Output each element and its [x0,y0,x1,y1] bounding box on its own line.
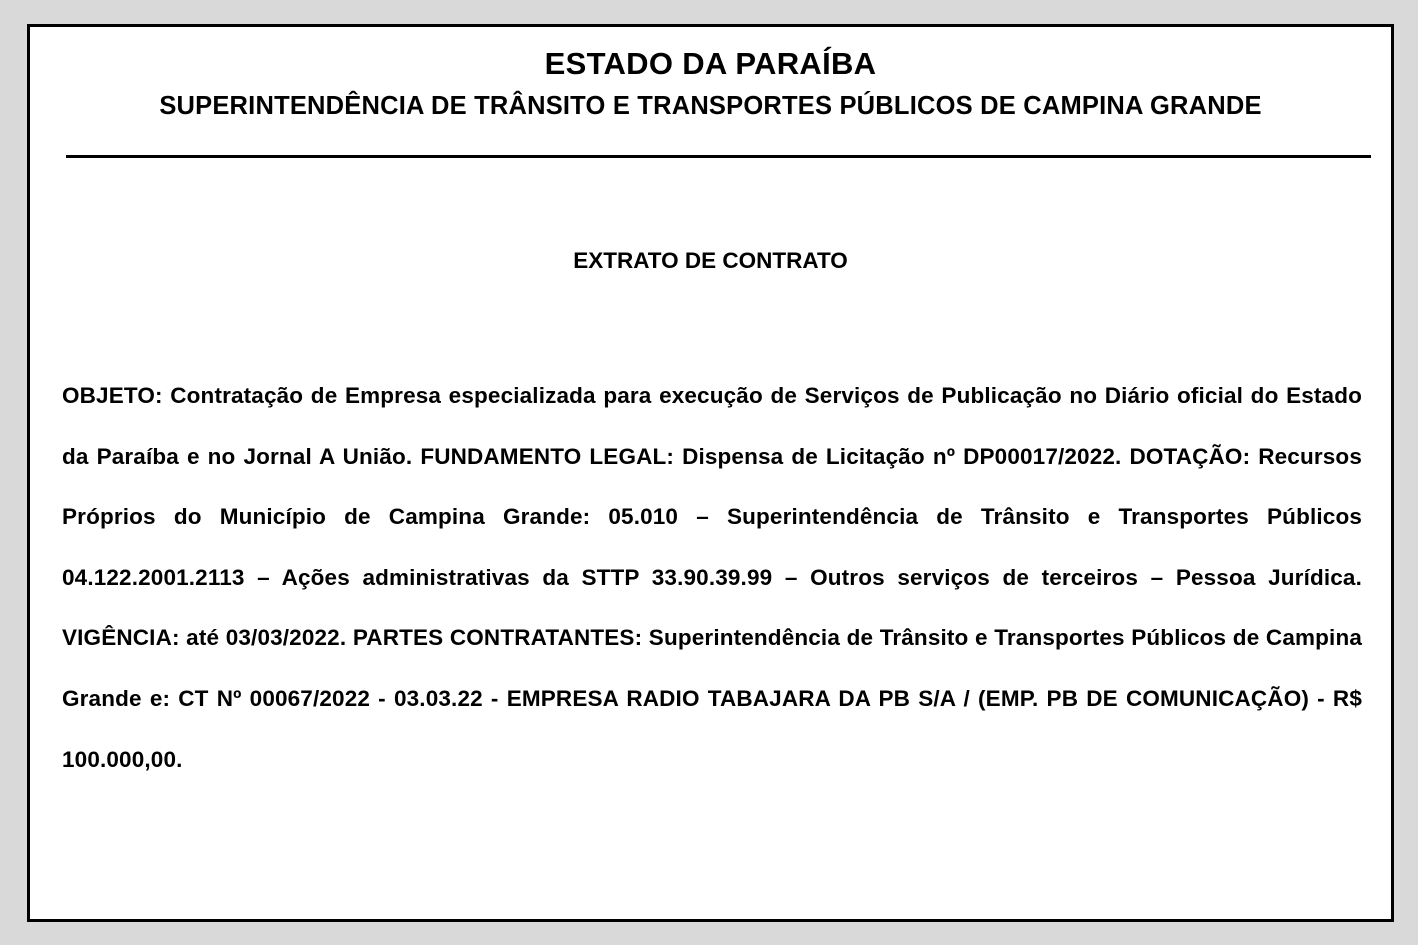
contract-extract-body: OBJETO: Contratação de Empresa especializada para execução de Serviços de Publicação no Diário oficial do Estado da Paraíba e no Jornal A União. FUNDAMENTO LEGAL: Dispensa de Licitação nº DP00017/2022. DOTAÇÃO: Recursos Próprios do Município de Campina Grande: 05.010 – Superintendência de Trânsito e Transportes Públicos 04.122.2001.2113 – Ações administrativas da STTP 33.90.39.99 – Outros serviços de terceiros – Pessoa Jurídica. VIGÊNCIA: até 03/03/2022. PARTES CONTRATANTES: Superintendência de Trânsito e Transportes Públicos de Campina Grande e: CT Nº 00067/2022 - 03.03.22 - EMPRESA RADIO TABAJARA DA PB S/A / (EMP. PB DE COMUNICAÇÃO) - R$ 100.000,00. [62,383,1362,772]
header-divider [66,155,1371,158]
notice-frame [27,24,1394,922]
agency-title: SUPERINTENDÊNCIA DE TRÂNSITO E TRANSPORTES PÚBLICOS DE CAMPINA GRANDE [159,92,1262,120]
state-title: ESTADO DA PARAÍBA [544,46,877,81]
document-title: EXTRATO DE CONTRATO [573,248,848,273]
